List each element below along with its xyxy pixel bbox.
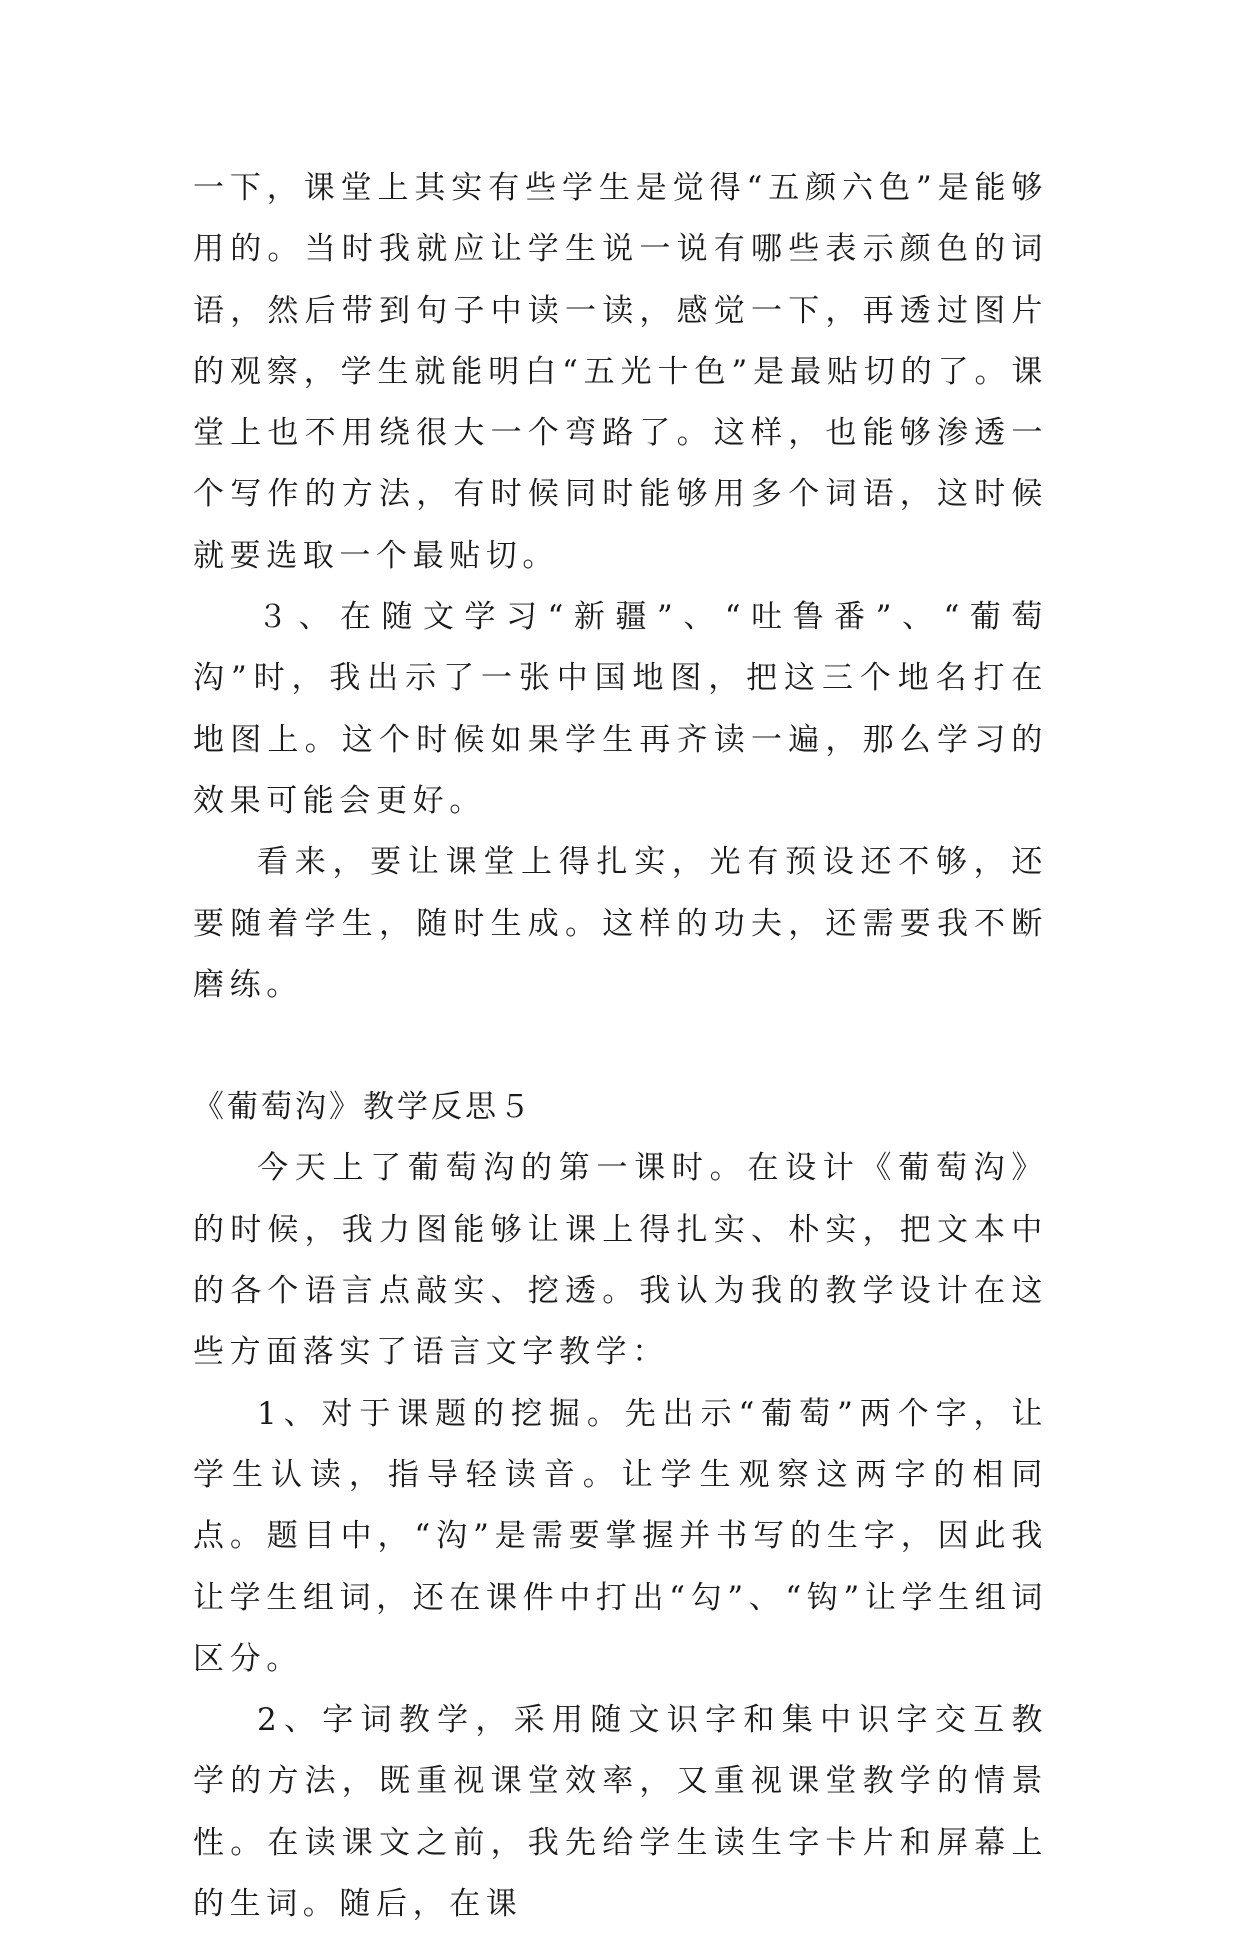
section-spacer xyxy=(193,1016,1048,1077)
paragraph-color-words: 一下，课堂上其实有些学生是觉得“五颜六色”是能够用的。当时我就应让学生说一说有哪些表示颜色的词语，然后带到句子中读一读，感觉一下，再透过图片的观察，学生就能明白“五光十色”是最贴切的了。课堂上也不用绕很大一个弯路了。这样，也能够渗透一个写作的方法，有时候同时能够用多个词语，这时候就要选取一个最贴切。 xyxy=(193,170,1048,574)
paragraph-intro: 今天上了葡萄沟的第一课时。在设计《葡萄沟》的时候，我力图能够让课上得扎实、朴实，把文本中的各个语言点敲实、挖透。我认为我的教学设计在这些方面落实了语言文字教学： xyxy=(193,1150,1048,1371)
paragraph-conclusion: 看来，要让课堂上得扎实，光有预设还不够，还要随着学生，随时生成。这样的功夫，还需要我不断磨练。 xyxy=(193,844,1048,1003)
paragraph-place-names: ３、在随文学习“新疆”、“吐鲁番”、“葡萄沟”时，我出示了一张中国地图，把这三个地名打在地图上。这个时候如果学生再齐读一遍，那么学习的效果可能会更好。 xyxy=(193,599,1048,819)
document-body xyxy=(193,158,1048,1935)
section-title: 《葡萄沟》教学反思５ xyxy=(193,1089,533,1126)
paragraph-title-analysis: 1、对于课题的挖掘。先出示“葡萄”两个字，让学生认读，指导轻读音。让学生观察这两字的相同点。题目中，“沟”是需要掌握并书写的生字，因此我让学生组词，还在课件中打出“勾”、“钩”让学生组词区分。 xyxy=(193,1395,1048,1677)
paragraph-vocabulary-teaching: 2、字词教学，采用随文识字和集中识字交互教学的方法，既重视课堂效率，又重视课堂教学的情景性。在读课文之前，我先给学生读生字卡片和屏幕上的生词。随后，在课 xyxy=(193,1702,1048,1923)
